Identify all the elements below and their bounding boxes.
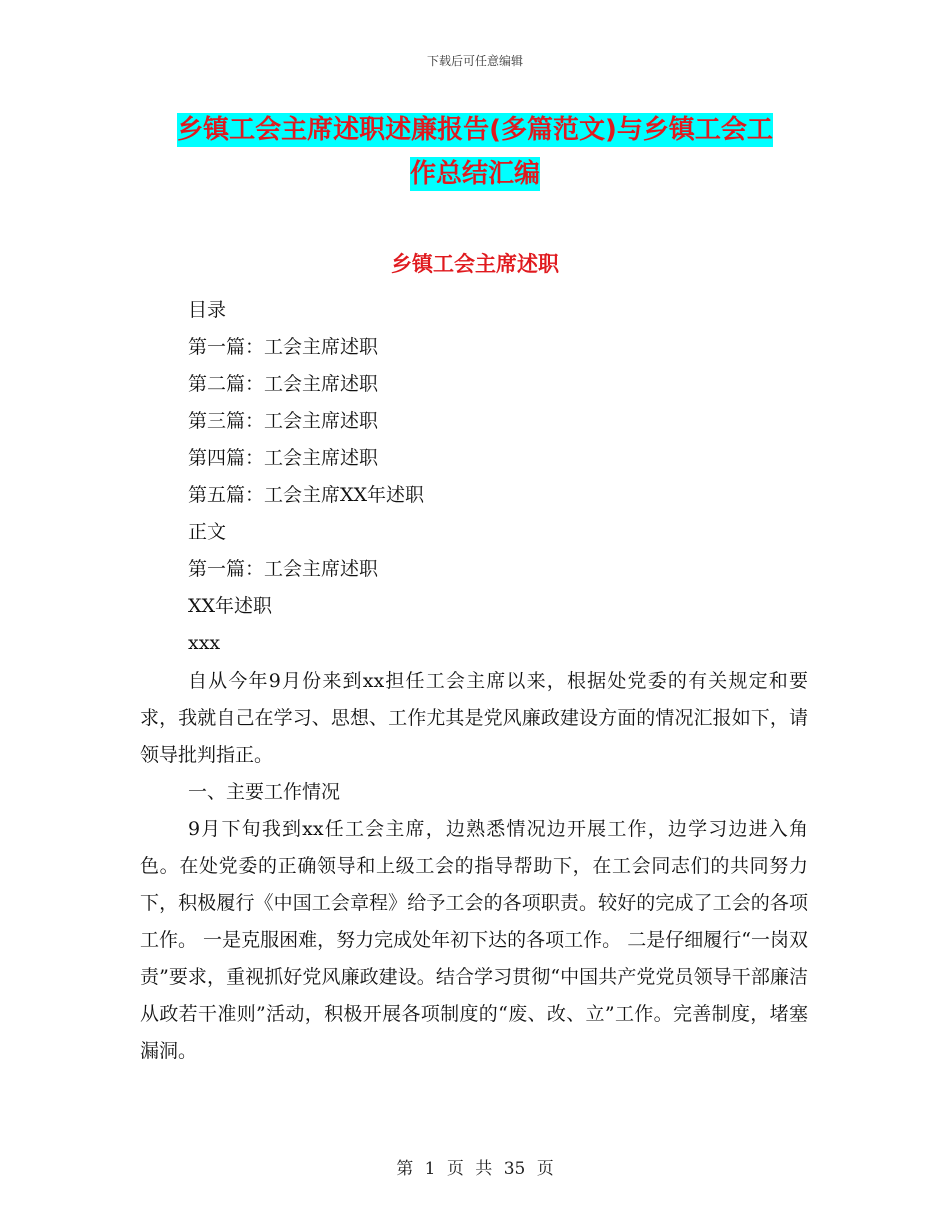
section-title: 乡镇工会主席述职 bbox=[391, 252, 559, 276]
document-title-line2: 作总结汇编 bbox=[409, 159, 540, 189]
paragraph-heading: 一、主要工作情况 bbox=[188, 781, 341, 803]
article-author: xxx bbox=[188, 632, 221, 654]
toc-item: 第三篇：工会主席述职 bbox=[188, 410, 379, 432]
document-title bbox=[0, 108, 950, 196]
toc-item: 第五篇：工会主席XX年述职 bbox=[188, 484, 425, 506]
table-of-contents bbox=[188, 292, 808, 662]
body-heading: 正文 bbox=[188, 521, 227, 543]
toc-item: 第一篇：工会主席述职 bbox=[188, 336, 379, 358]
article-body bbox=[140, 663, 808, 1070]
toc-item: 第四篇：工会主席述职 bbox=[188, 447, 379, 469]
toc-heading: 目录 bbox=[188, 299, 227, 321]
document-title-line1: 乡镇工会主席述职述廉报告(多篇范文)与乡镇工会工 bbox=[177, 115, 773, 145]
toc-item: 第二篇：工会主席述职 bbox=[188, 373, 379, 395]
first-article-heading: 第一篇：工会主席述职 bbox=[188, 558, 379, 580]
page-footer: 第 1 页 共 35 页 bbox=[396, 1159, 554, 1179]
article-subtitle: XX年述职 bbox=[188, 595, 273, 617]
paragraph: 自从今年9月份来到xx担任工会主席以来，根据处党委的有关规定和要求，我就自己在学习、思想、工作尤其是党风廉政建设方面的情况汇报如下，请领导批判指正。 bbox=[140, 670, 808, 766]
paragraph: 9月下旬我到xx任工会主席，边熟悉情况边开展工作，边学习边进入角色。在处党委的正确领导和上级工会的指导帮助下，在工会同志们的共同努力下，积极履行《中国工会章程》给予工会的各项职责。较好的完成了工会的各项工作。 一是克服困难，努力完成处年初下达的各项工作。 二是仔细履行“一岗双责”要求，重视抓好党风廉政建设。结合学习贯彻“中国共产党党员领导干部廉洁从政若干准则”活动，积极开展各项制度的“废、改、立”工作。完善制度，堵塞漏洞。 bbox=[140, 818, 808, 1062]
header-note: 下载后可任意编辑 bbox=[426, 54, 523, 68]
